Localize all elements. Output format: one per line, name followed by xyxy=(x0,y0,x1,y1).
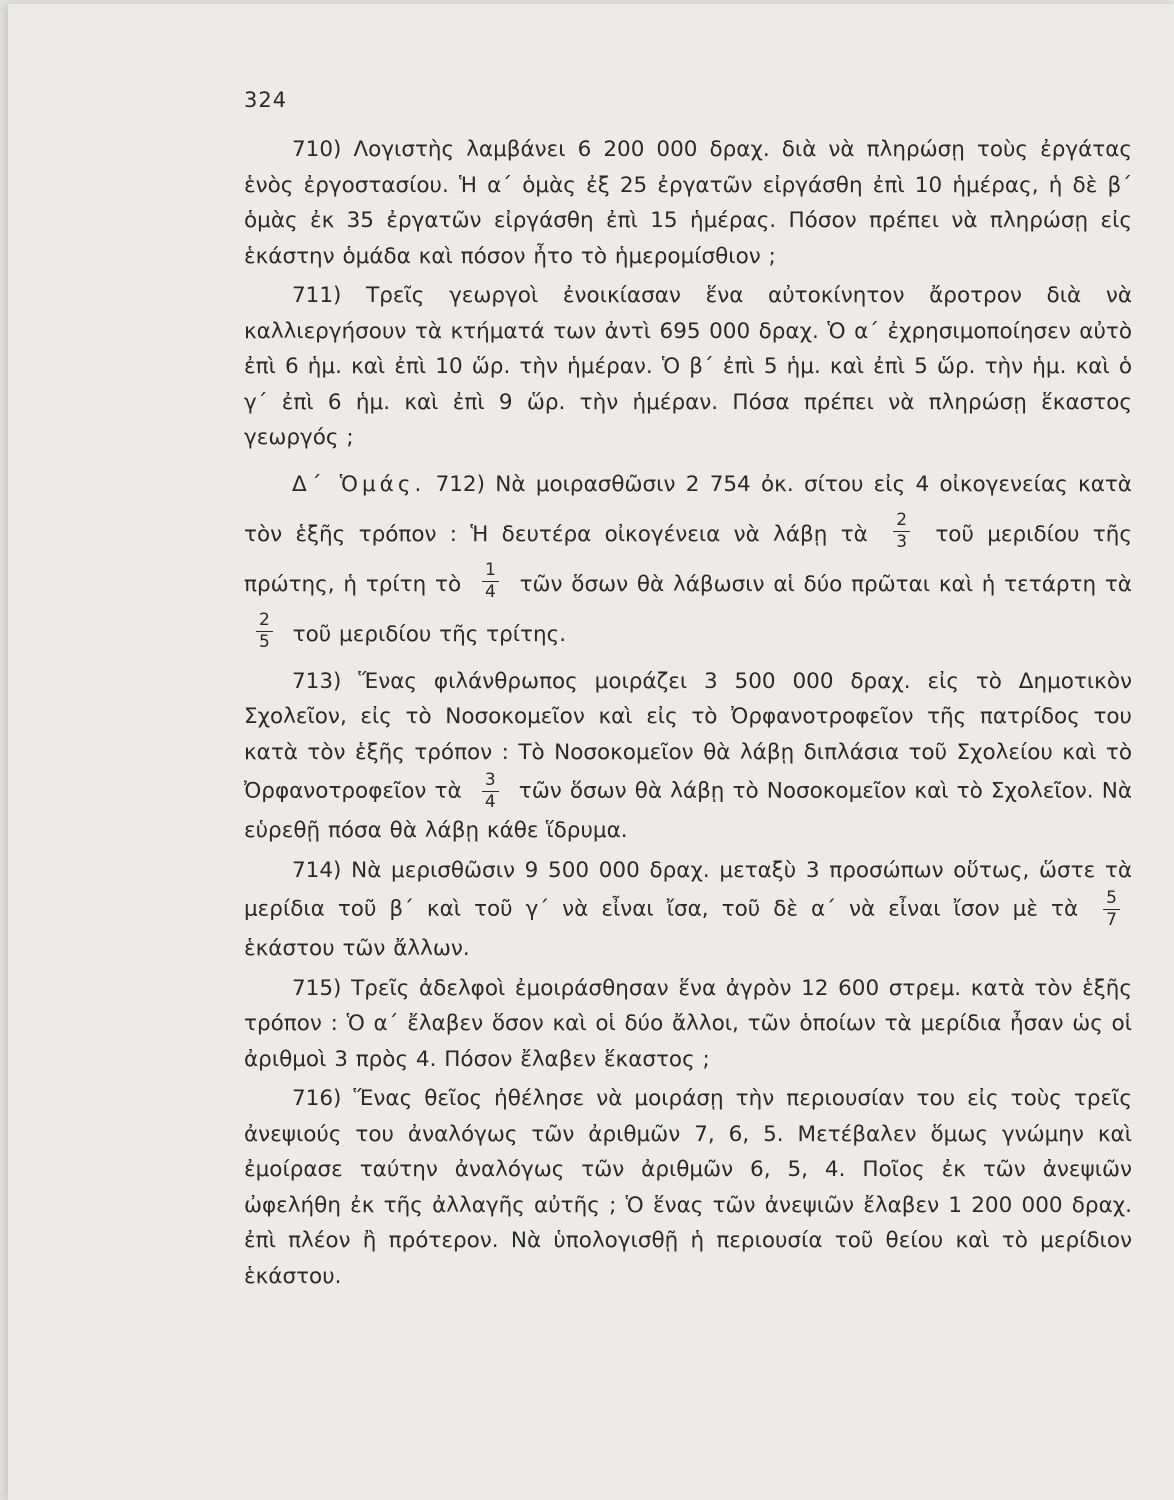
problem-714 xyxy=(244,853,1132,967)
fraction-denominator: 5 xyxy=(256,631,273,653)
problem-712-text-a: 712) Νὰ μοιρασθῶσιν 2 754 ὀκ. σίτου εἰς 4 οἰκογενείας κατὰ τὸν ἑξῆς τρόπον : Ἡ δευτέρα οἰκογένεια νὰ λάβῃ τὰ xyxy=(244,471,1132,547)
fraction-numerator: 2 xyxy=(896,510,908,530)
page-body xyxy=(244,132,1132,1294)
fraction-denominator: 4 xyxy=(482,581,499,603)
page-number: 324 xyxy=(244,88,288,112)
fraction-numerator: 5 xyxy=(1106,888,1117,908)
problem-711: 711) Τρεῖς γεωργοὶ ἐνοικίασαν ἕνα αὐτοκίνητον ἄροτρον διὰ νὰ καλλιεργήσουν τὰ κτήματά των ἀντὶ 695 000 δραχ. Ὁ α΄ ἐχρησιμοποίησεν αὐτὸ ἐπὶ 6 ἡμ. καὶ ἐπὶ 10 ὥρ. τὴν ἡμέραν. Ὁ β΄ ἐπὶ 5 ἡμ. καὶ ἐπὶ 5 ὥρ. τὴν ἡμ. καὶ ὁ γ΄ ἐπὶ 6 ἡμ. καὶ ἐπὶ 9 ὥρ. τὴν ἡμέραν. Πόσα πρέπει νὰ πληρώσῃ ἕκαστος γεωργός ; xyxy=(244,283,1132,450)
problem-712-text-c: τῶν ὅσων θὰ λάβωσιν αἱ δύο πρῶται καὶ ἡ τετάρτη τὰ xyxy=(519,571,1132,597)
problem-714-text-a: 714) Νὰ μερισθῶσιν 9 500 000 δραχ. μεταξὺ 3 προσώπων οὕτως, ὥστε τὰ μερίδια τοῦ β΄ καὶ τοῦ γ΄ νὰ εἶναι ἴσα, τοῦ δὲ α΄ νὰ εἶναι ἴσον μὲ τὰ xyxy=(244,857,1132,922)
problem-713-text-a: 713) Ἕνας φιλάνθρωπος μοιράζει 3 500 000 δραχ. εἰς τὸ Δημοτικὸν Σχολεῖον, εἰς τὸ Νοσοκομεῖον καὶ εἰς τὸ Ὀρφανοτροφεῖον τῆς πατρίδος του κατὰ τὸν ἑξῆς τρόπον : Τὸ Νοσοκομεῖον θὰ λάβῃ διπλάσια τοῦ Σχολείου καὶ τὸ Ὀρφανοτροφεῖον τὰ xyxy=(244,668,1132,804)
problem-712-text-d: τοῦ μεριδίου τῆς τρίτης. xyxy=(292,621,567,647)
section-label: Δ΄ Ὁμάς. xyxy=(292,471,426,497)
problem-713-text-b: τῶν ὅσων θὰ λάβῃ τὸ Νοσοκομεῖον καὶ τὸ Σχολεῖον. Νὰ εὑρεθῇ πόσα θὰ λάβῃ κάθε ἵδρυμα. xyxy=(244,778,1133,843)
problem-713 xyxy=(244,664,1132,849)
fraction-1-4 xyxy=(482,560,499,603)
fraction-numerator: 1 xyxy=(484,560,496,580)
problem-714-text-b: ἑκάστου τῶν ἄλλων. xyxy=(244,936,470,961)
fraction-2-3 xyxy=(893,510,910,553)
problem-715: 715) Τρεῖς ἀδελφοὶ ἐμοιράσθησαν ἕνα ἀγρὸν 12 600 στρεμ. κατὰ τὸν ἑξῆς τρόπον : Ὁ α΄ ἔλαβεν ὅσον καὶ οἱ δύο ἄλλοι, τῶν ὁποίων τὰ μερίδια ἦσαν ὡς οἱ ἀριθμοὶ 3 πρὸς 4. Πόσον ἔλαβεν ἕκαστος ; xyxy=(244,975,1132,1072)
problem-716: 716) Ἕνας θεῖος ἠθέλησε νὰ μοιράσῃ τὴν περιουσίαν του εἰς τοὺς τρεῖς ἀνεψιούς του ἀναλόγως τῶν ἀριθμῶν 7, 6, 5. Μετέβαλεν ὅμως γνώμην καὶ ἐμοίρασε ταύτην ἀναλόγως τῶν ἀριθμῶν 6, 5, 4. Ποῖος ἐκ τῶν ἀνεψιῶν ὠφελήθη ἐκ τῆς ἀλλαγῆς αὐτῆς ; Ὁ ἕνας τῶν ἀνεψιῶν ἔλαβεν 1 200 000 δραχ. ἐπὶ πλέον ἢ πρότερον. Νὰ ὑπολογισθῇ ἡ περιουσία τοῦ θείου καὶ τὸ μερίδιον ἑκάστου. xyxy=(244,1086,1132,1289)
fraction-2-5 xyxy=(256,610,273,653)
book-page xyxy=(8,4,1174,1500)
fraction-denominator: 4 xyxy=(482,791,499,813)
fraction-3-4 xyxy=(482,770,499,813)
fraction-5-7 xyxy=(1103,888,1120,931)
problem-712-text-b: τοῦ μεριδίου τῆς πρώτης, ἡ τρίτη τὸ xyxy=(244,521,1132,597)
fraction-denominator: 7 xyxy=(1103,909,1120,931)
problem-710: 710) Λογιστὴς λαμβάνει 6 200 000 δραχ. διὰ νὰ πληρώσῃ τοὺς ἐργάτας ἑνὸς ἐργοστασίου. Ἡ α΄ ὁμὰς ἐξ 25 ἐργατῶν εἰργάσθη ἐπὶ 10 ἡμέρας, ἡ δὲ β΄ ὁμὰς ἐκ 35 ἐργατῶν εἰργάσθη ἐπὶ 15 ἡμέρας. Πόσον πρέπει νὰ πληρώσῃ εἰς ἑκάστην ὁμάδα καὶ πόσον ἦτο τὸ ἡμερομίσθιον ; xyxy=(244,137,1132,269)
problem-712 xyxy=(244,460,1132,660)
fraction-numerator: 3 xyxy=(484,770,496,790)
fraction-denominator: 3 xyxy=(893,531,910,553)
fraction-numerator: 2 xyxy=(259,610,270,630)
